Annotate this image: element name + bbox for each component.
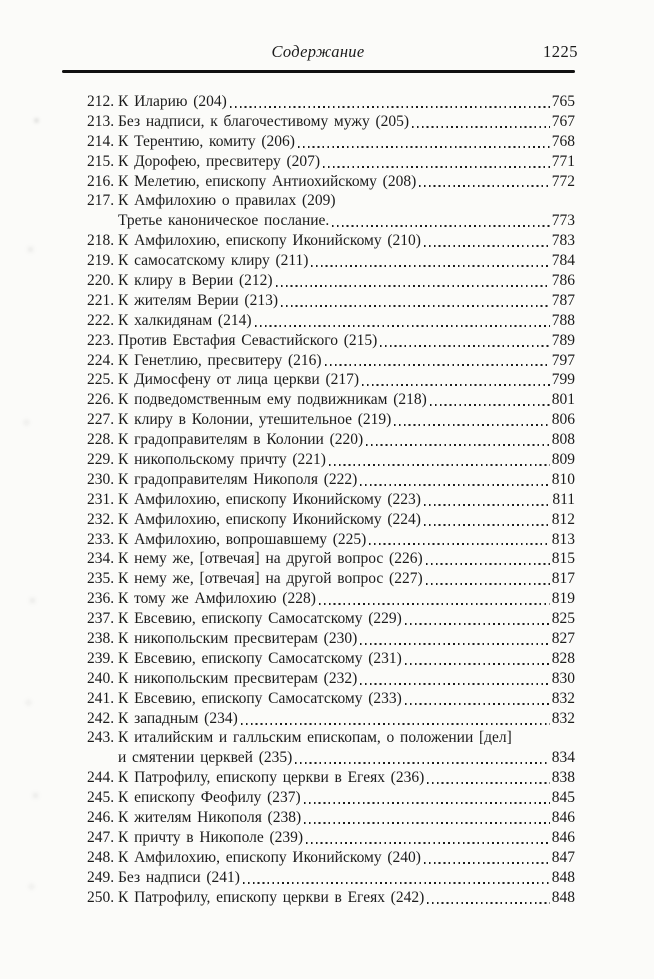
dot-leader <box>243 882 550 884</box>
entry-title: К никопольскому причту (221) <box>118 451 326 469</box>
entry-title: К жителям Верии (213) <box>118 291 279 309</box>
entry-page: 825 <box>551 610 575 628</box>
entry-page: 783 <box>551 232 575 250</box>
dot-leader <box>424 862 550 864</box>
toc-entry <box>62 709 575 729</box>
entry-title: К Амфилохию, епископу Иконийскому (224) <box>118 510 421 528</box>
entry-page: 767 <box>551 112 575 130</box>
dot-leader <box>430 404 550 406</box>
entry-title: К градоправителям Никополя (222) <box>118 470 358 488</box>
dot-leader <box>241 723 550 725</box>
toc-entry <box>62 92 575 112</box>
entry-page: 797 <box>551 351 575 369</box>
dot-leader <box>332 225 549 227</box>
entry-number: 229. <box>87 451 115 469</box>
entry-number: 220. <box>87 272 115 289</box>
entry-title: К Амфилохию, епископу Иконийскому (210) <box>118 232 421 250</box>
entry-page: 817 <box>551 570 575 588</box>
toc-entry <box>62 311 575 331</box>
entry-number: 236. <box>87 590 115 608</box>
entry-subtitle: Третье каноническое послание. <box>118 212 330 230</box>
header-page-number: 1225 <box>543 42 578 61</box>
entry-number: 222. <box>87 311 115 329</box>
toc-entry <box>62 132 575 152</box>
toc-entry <box>62 450 575 470</box>
entry-page: 801 <box>551 391 575 409</box>
dot-leader <box>276 285 550 287</box>
dot-leader <box>412 126 550 128</box>
entry-number: 215. <box>87 152 115 170</box>
entry-number: 239. <box>87 649 115 667</box>
toc-entry <box>62 848 575 868</box>
dot-leader <box>405 703 550 705</box>
entry-page: 812 <box>551 510 575 528</box>
entry-page: 811 <box>552 490 575 508</box>
toc-entry <box>62 808 575 828</box>
entry-page: 827 <box>551 630 575 648</box>
entry-title: К подведомственным ему подвижникам (218) <box>118 391 427 409</box>
entry-title: К нему же, [отвечая] на другой вопрос (227) <box>118 570 423 588</box>
dot-leader <box>424 245 550 247</box>
dot-leader <box>380 345 549 347</box>
entry-title: К Евсевию, епископу Самосатскому (231) <box>118 649 402 667</box>
toc-entry <box>62 530 575 550</box>
entry-title: К тому же Амфилохию (228) <box>118 590 316 608</box>
entry-number: 241. <box>87 689 115 707</box>
entry-page: 838 <box>551 769 575 787</box>
entry-title: К Патрофилу, епископу церкви в Егеях (242) <box>118 888 425 906</box>
dot-leader <box>405 663 550 665</box>
dot-leader <box>394 424 549 426</box>
entry-page: 819 <box>551 590 575 608</box>
entry-number: 237. <box>87 610 115 628</box>
entry-page: 847 <box>551 848 575 866</box>
entry-title: К Дорофею, пресвитеру (207) <box>118 152 321 170</box>
dot-leader <box>427 902 549 904</box>
entry-title: К Амфилохию, епископу Иконийскому (223) <box>118 490 421 508</box>
scan-artifacts <box>0 0 5 5</box>
toc-entry <box>62 569 575 589</box>
entry-title: К Амфилохию, епископу Иконийскому (240) <box>118 848 421 866</box>
entry-title: К епископу Феофилу (237) <box>118 789 301 807</box>
entry-title: К Евсевию, епископу Самосатскому (229) <box>118 610 402 628</box>
entry-title: К нему же, [отвечая] на другой вопрос (226) <box>118 550 423 568</box>
entry-number: 212. <box>87 92 115 110</box>
entry-number: 234. <box>87 550 115 568</box>
dot-leader <box>304 802 550 804</box>
entry-page: 828 <box>551 649 575 667</box>
entry-page: 809 <box>551 451 575 469</box>
entry-page: 846 <box>551 809 575 827</box>
entry-page: 810 <box>551 470 575 488</box>
entry-page: 846 <box>551 828 575 846</box>
entry-number: 248. <box>87 848 115 866</box>
entry-title: К халкидянам (214) <box>118 311 252 329</box>
entry-title: Против Евстафия Севастийского (215) <box>118 331 378 349</box>
entry-number: 223. <box>87 331 115 349</box>
entry-number: 231. <box>87 490 115 508</box>
entry-page: 789 <box>551 331 575 349</box>
entry-number: 226. <box>87 391 115 409</box>
dot-leader <box>298 146 550 148</box>
entry-title: К западным (234) <box>118 709 238 727</box>
entry-page: 771 <box>551 152 575 170</box>
entry-page: 834 <box>551 749 575 767</box>
toc-list <box>62 92 575 908</box>
toc-entry-continuation <box>62 211 575 231</box>
entry-page: 768 <box>551 132 575 150</box>
toc-entry <box>62 231 575 251</box>
entry-number: 243. <box>87 729 115 747</box>
toc-entry <box>62 629 575 649</box>
entry-number: 249. <box>87 868 115 886</box>
dot-leader <box>424 524 550 526</box>
entry-page: 786 <box>551 272 575 289</box>
dot-leader <box>360 643 549 645</box>
entry-title: К клиру в Колонии, утешительное (219) <box>118 411 392 429</box>
dot-leader <box>311 265 549 267</box>
toc-entry <box>62 828 575 848</box>
toc-entry <box>62 152 575 172</box>
toc-entry <box>62 470 575 490</box>
toc-entry <box>62 868 575 888</box>
dot-leader <box>360 683 549 685</box>
entry-page: 845 <box>551 789 575 807</box>
entry-page: 830 <box>551 669 575 687</box>
entry-number: 230. <box>87 470 115 488</box>
entry-title: К Патрофилу, епископу церкви в Егеях (236) <box>118 769 425 787</box>
entry-page: 806 <box>551 411 575 429</box>
entry-page: 848 <box>551 888 575 906</box>
dot-leader <box>360 484 549 486</box>
entry-number: 217. <box>87 192 115 210</box>
dot-leader <box>369 543 549 545</box>
toc-entry <box>62 609 575 629</box>
entry-number: 233. <box>87 530 115 548</box>
entry-number: 242. <box>87 709 115 727</box>
entry-number: 250. <box>87 888 115 906</box>
entry-number: 245. <box>87 789 115 807</box>
dot-leader <box>366 444 550 446</box>
toc-entry <box>62 689 575 709</box>
dot-leader <box>419 185 550 187</box>
toc-entry <box>62 291 575 311</box>
entry-number: 240. <box>87 669 115 687</box>
entry-number: 218. <box>87 232 115 250</box>
entry-title: К Амфилохию, вопрошавшему (225) <box>118 530 367 548</box>
entry-number: 244. <box>87 769 115 787</box>
entry-page: 784 <box>551 252 575 270</box>
dot-leader <box>319 603 550 605</box>
entry-subtitle: и смятении церквей (235) <box>118 749 293 767</box>
dot-leader <box>427 782 549 784</box>
entry-number: 227. <box>87 411 115 429</box>
dot-leader <box>281 305 550 307</box>
entry-number: 235. <box>87 570 115 588</box>
dot-leader <box>362 384 550 386</box>
toc-entry <box>62 410 575 430</box>
entry-title: К Димосфену от лица церкви (217) <box>118 371 360 389</box>
entry-title: К причту в Никополе (239) <box>118 828 304 846</box>
toc-entry <box>62 768 575 788</box>
toc-entry <box>62 490 575 510</box>
entry-title: К никопольским пресвитерам (230) <box>118 630 358 648</box>
entry-page: 832 <box>551 689 575 707</box>
entry-title: К Мелетию, епископу Антиохийскому (208) <box>118 172 417 190</box>
toc-entry <box>62 251 575 271</box>
entry-page: 788 <box>551 311 575 329</box>
toc-entry <box>62 430 575 450</box>
entry-title: К градоправителям в Колонии (220) <box>118 431 364 449</box>
entry-page: 787 <box>551 291 575 309</box>
entry-number: 247. <box>87 828 115 846</box>
dot-leader <box>323 166 550 168</box>
entry-number: 228. <box>87 431 115 449</box>
toc-entry <box>62 788 575 808</box>
running-title: Содержание <box>271 42 365 61</box>
entry-page: 772 <box>551 172 575 190</box>
entry-number: 225. <box>87 371 115 389</box>
entry-page: 832 <box>551 709 575 727</box>
entry-title: К жителям Никополя (238) <box>118 809 302 827</box>
toc-entry <box>62 729 575 749</box>
toc-entry <box>62 549 575 569</box>
entry-page: 765 <box>551 92 575 110</box>
header-rule <box>62 70 575 73</box>
dot-leader <box>405 623 550 625</box>
toc-entry <box>62 649 575 669</box>
entry-number: 232. <box>87 510 115 528</box>
entry-number: 219. <box>87 252 115 270</box>
dot-leader <box>295 762 549 764</box>
dot-leader <box>306 842 550 844</box>
toc-entry <box>62 271 575 291</box>
dot-leader <box>426 563 550 565</box>
entry-page: 799 <box>551 371 575 389</box>
toc-entry <box>62 669 575 689</box>
entry-title: Без надписи (241) <box>118 868 240 886</box>
entry-title: Без надписи, к благочестивому мужу (205) <box>118 112 410 130</box>
entry-number: 213. <box>87 112 115 130</box>
entry-number: 246. <box>87 809 115 827</box>
toc-entry <box>62 191 575 211</box>
entry-title: К Генетлию, пресвитеру (216) <box>118 351 322 369</box>
toc-entry <box>62 172 575 192</box>
entry-title: К самосатскому клиру (211) <box>118 252 309 270</box>
dot-leader <box>329 464 550 466</box>
entry-title: К никопольским пресвитерам (232) <box>118 669 358 687</box>
dot-leader <box>304 822 550 824</box>
entry-page: 848 <box>551 868 575 886</box>
entry-title: К клиру в Верии (212) <box>118 272 273 289</box>
entry-page: 808 <box>551 431 575 449</box>
toc-entry <box>62 331 575 351</box>
entry-number: 214. <box>87 132 115 150</box>
toc-entry <box>62 112 575 132</box>
entry-number: 224. <box>87 351 115 369</box>
entry-page: 815 <box>551 550 575 568</box>
entry-title: К Иларию (204) <box>118 92 227 110</box>
entry-title: К Евсевию, епископу Самосатскому (233) <box>118 689 402 707</box>
dot-leader <box>230 106 550 108</box>
entry-page: 813 <box>551 530 575 548</box>
page-header <box>62 42 578 64</box>
entry-number: 216. <box>87 172 115 190</box>
toc-entry <box>62 510 575 530</box>
entry-number: 238. <box>87 630 115 648</box>
toc-entry <box>62 888 575 908</box>
dot-leader <box>424 504 550 506</box>
toc-entry <box>62 370 575 390</box>
toc-entry-continuation <box>62 748 575 768</box>
dot-leader <box>426 583 550 585</box>
entry-title: К Терентию, комиту (206) <box>118 132 295 150</box>
toc-entry <box>62 351 575 371</box>
entry-page: 773 <box>551 212 575 230</box>
entry-title: К Амфилохию о правилах (209) <box>118 192 336 210</box>
dot-leader <box>325 364 550 366</box>
dot-leader <box>255 325 550 327</box>
entry-title: К италийским и галльским епископам, о положении [дел] <box>118 729 512 747</box>
toc-entry <box>62 390 575 410</box>
entry-number: 221. <box>87 291 115 309</box>
toc-entry <box>62 589 575 609</box>
